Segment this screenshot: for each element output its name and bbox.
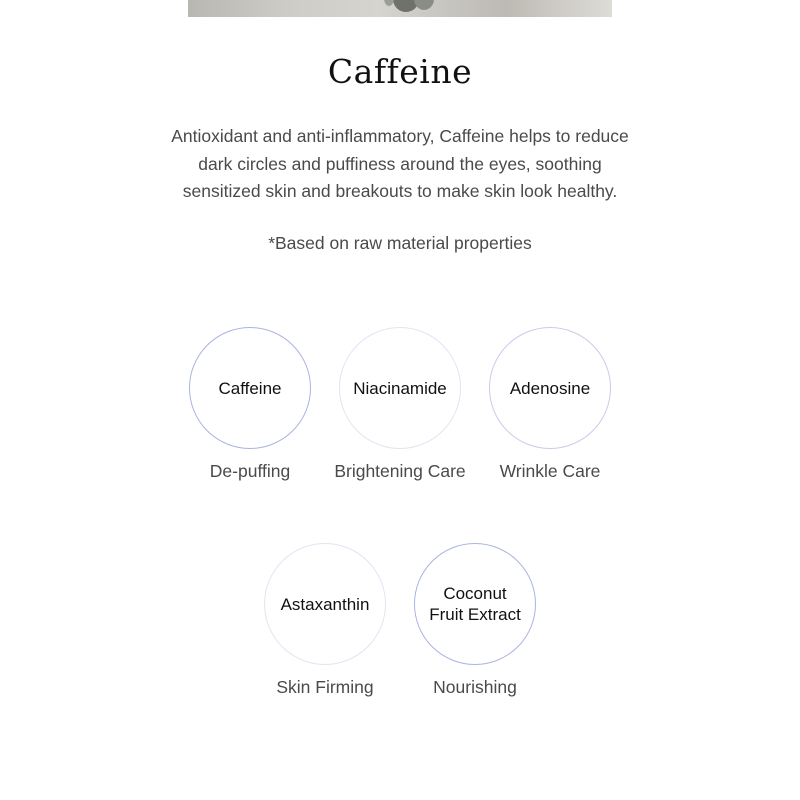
section-description [150,123,650,206]
ingredient-name-line: Coconut [443,584,507,603]
description-line: Antioxidant and anti-inflammatory, Caffeine helps to reduce [171,126,629,146]
description-line: sensitized skin and breakouts to make skin look healthy. [182,181,618,201]
ingredient-benefit: Nourishing [433,677,517,697]
ingredient-benefit: Skin Firming [276,677,374,697]
ingredient-caffeine [170,327,330,482]
ingredient-circle [339,327,461,449]
ingredient-adenosine [470,327,630,482]
product-image [188,0,612,17]
ingredient-benefit: Wrinkle Care [499,461,601,481]
ingredient-name: Niacinamide [353,378,447,398]
ingredient-niacinamide [320,327,480,482]
ingredient-benefit: De-puffing [209,461,291,481]
ingredient-name: Astaxanthin [280,594,370,614]
ingredient-benefit: Brightening Care [334,461,466,481]
ingredient-circle [264,543,386,665]
ingredient-circle [189,327,311,449]
footnote: *Based on raw material properties [268,233,532,253]
ingredient-circle [414,543,536,665]
ingredient-astaxanthin [245,543,405,698]
ingredient-coconut-fruit-extract [395,543,555,698]
ingredient-name: Adenosine [509,378,591,398]
description-line: dark circles and puffiness around the eyes, soothing [198,153,602,174]
section-title: Caffeine [327,52,473,91]
ingredient-name [421,583,529,625]
ingredient-name: Caffeine [218,378,282,398]
ingredient-name-line: Fruit Extract [429,605,521,624]
ingredient-circle [489,327,611,449]
